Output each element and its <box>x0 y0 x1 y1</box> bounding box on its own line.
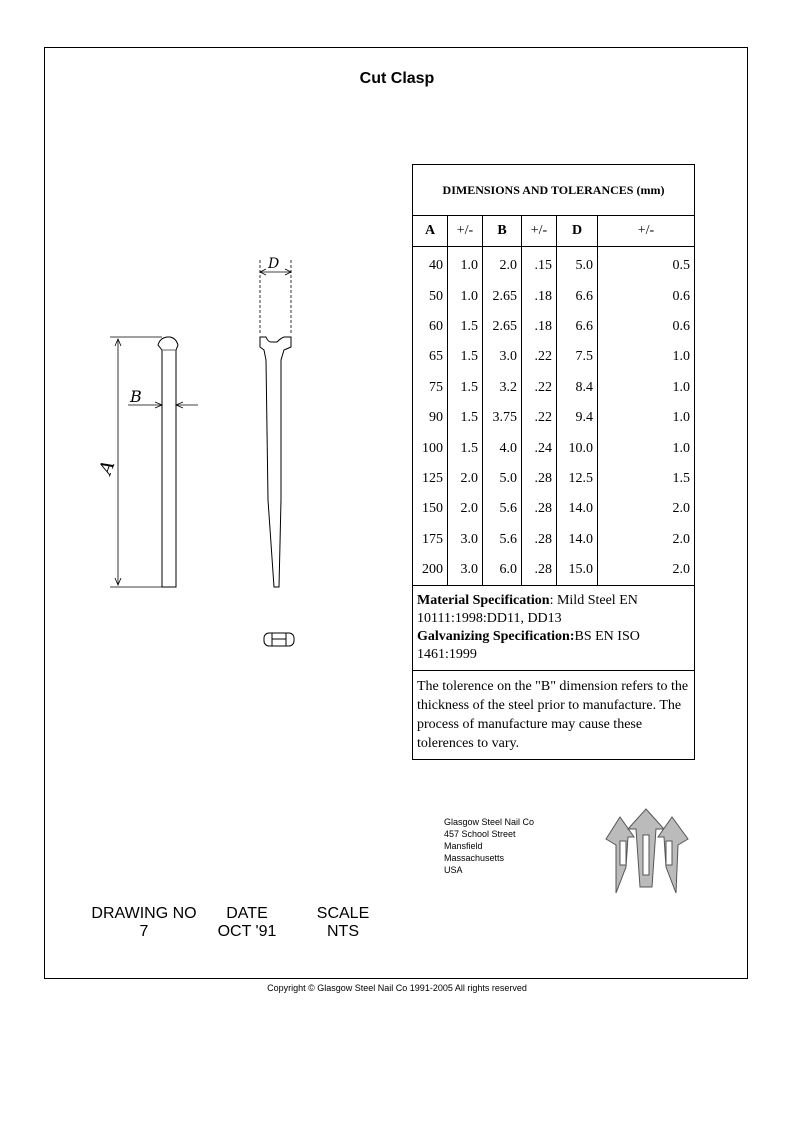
table-cell: 2.0 <box>483 247 522 282</box>
table-cell: 7.5 <box>557 342 598 372</box>
table-cell: 1.5 <box>448 373 483 403</box>
company-country: USA <box>444 865 463 875</box>
side-view <box>158 337 178 587</box>
table-cell: 1.5 <box>448 403 483 433</box>
table-cell: 1.5 <box>448 342 483 372</box>
table-cell: 60 <box>413 312 448 342</box>
table-cell: .28 <box>522 525 557 555</box>
table-cell: 8.4 <box>557 373 598 403</box>
table-cell: 1.5 <box>448 433 483 463</box>
table-row <box>413 403 695 433</box>
table-cell: 5.0 <box>483 464 522 494</box>
table-cell: 12.5 <box>557 464 598 494</box>
table-cell: 200 <box>413 555 448 586</box>
table-title: DIMENSIONS AND TOLERANCES <box>442 182 634 197</box>
table-cell: 2.0 <box>448 464 483 494</box>
scale-value: NTS <box>327 923 359 940</box>
copyright: Copyright © Glasgow Steel Nail Co 1991-2005 All rights reserved <box>267 983 527 993</box>
table-cell: 3.75 <box>483 403 522 433</box>
date-block <box>210 905 284 941</box>
table-cell: 75 <box>413 373 448 403</box>
table-row <box>413 342 695 372</box>
table-cell: 5.6 <box>483 525 522 555</box>
table-cell: 1.0 <box>448 247 483 282</box>
table-row <box>413 555 695 586</box>
table-cell: 6.0 <box>483 555 522 586</box>
label-a: A <box>95 457 120 478</box>
table-cell: 14.0 <box>557 494 598 524</box>
table-cell: 1.0 <box>598 433 695 463</box>
table-cell: 150 <box>413 494 448 524</box>
table-cell: 3.0 <box>448 525 483 555</box>
column-header: +/- <box>522 216 557 247</box>
company-state: Massachusetts <box>444 853 505 863</box>
company-street: 457 School Street <box>444 829 516 839</box>
table-row <box>413 464 695 494</box>
table-cell: .28 <box>522 464 557 494</box>
table-cell: 1.5 <box>598 464 695 494</box>
cross-section <box>264 633 294 646</box>
tolerance-note: The tolerence on the "B" dimension refers to the thickness of the steel prior to manufacture. The process of manufacture may cause these tolerences to vary. <box>413 671 695 760</box>
front-view <box>260 337 291 587</box>
drawing-no-value: 7 <box>139 923 149 940</box>
table-cell: .18 <box>522 281 557 311</box>
company-logo <box>598 807 694 897</box>
galvanizing-value: BS EN ISO 1461:1999 <box>417 629 640 663</box>
specification-cell <box>413 586 695 671</box>
table-unit: (mm) <box>636 182 665 197</box>
column-header: +/- <box>448 216 483 247</box>
table-cell: 1.0 <box>598 373 695 403</box>
label-b: B <box>130 387 142 406</box>
table-row <box>413 433 695 463</box>
table-cell: 100 <box>413 433 448 463</box>
table-cell: 6.6 <box>557 312 598 342</box>
table-row <box>413 525 695 555</box>
table-cell: 0.6 <box>598 312 695 342</box>
table-cell: 5.6 <box>483 494 522 524</box>
date-value: OCT '91 <box>217 923 277 940</box>
table-cell: 0.5 <box>598 247 695 282</box>
table-row <box>413 281 695 311</box>
dimensions-table <box>412 164 695 760</box>
table-cell: .22 <box>522 403 557 433</box>
drawing-number-block <box>88 905 200 941</box>
dimension-a <box>110 337 162 587</box>
table-cell: 90 <box>413 403 448 433</box>
table-cell: .18 <box>522 312 557 342</box>
table-cell: 14.0 <box>557 525 598 555</box>
table-cell: 1.0 <box>598 403 695 433</box>
table-cell: 3.0 <box>483 342 522 372</box>
table-cell: 1.0 <box>448 281 483 311</box>
scale-block <box>308 905 378 941</box>
table-cell: 4.0 <box>483 433 522 463</box>
table-row <box>413 494 695 524</box>
table-row <box>413 247 695 282</box>
column-header: B <box>483 216 522 247</box>
drawing-no-label: DRAWING NO <box>91 905 197 922</box>
column-headers <box>413 216 695 247</box>
table-cell: .22 <box>522 342 557 372</box>
column-header: D <box>557 216 598 247</box>
nail-drawing <box>95 250 330 660</box>
company-name: Glasgow Steel Nail Co <box>444 817 535 827</box>
table-cell: 40 <box>413 247 448 282</box>
table-cell: 3.2 <box>483 373 522 403</box>
table-row <box>413 373 695 403</box>
table-cell: 50 <box>413 281 448 311</box>
table-row <box>413 312 695 342</box>
table-cell: 65 <box>413 342 448 372</box>
table-cell: 125 <box>413 464 448 494</box>
company-city: Mansfield <box>444 841 483 851</box>
table-cell: .22 <box>522 373 557 403</box>
table-cell: 1.0 <box>598 342 695 372</box>
page-title: Cut Clasp <box>359 70 435 87</box>
table-cell: 175 <box>413 525 448 555</box>
material-value: : Mild Steel EN 10111:1998:DD11, DD13 <box>417 593 638 627</box>
table-cell: 3.0 <box>448 555 483 586</box>
table-cell: .28 <box>522 555 557 586</box>
table-cell: 2.0 <box>448 494 483 524</box>
column-header: +/- <box>598 216 695 247</box>
table-cell: 2.65 <box>483 312 522 342</box>
table-cell: 5.0 <box>557 247 598 282</box>
table-cell: 10.0 <box>557 433 598 463</box>
table-header <box>413 165 695 216</box>
table-cell: 2.0 <box>598 494 695 524</box>
table-cell: 0.6 <box>598 281 695 311</box>
table-cell: 1.5 <box>448 312 483 342</box>
date-label: DATE <box>226 905 268 922</box>
table-cell: 9.4 <box>557 403 598 433</box>
table-cell: .15 <box>522 247 557 282</box>
company-address <box>444 816 534 876</box>
galvanizing-label: Galvanizing Specification: <box>417 629 575 645</box>
table-cell: 2.0 <box>598 555 695 586</box>
table-cell: .28 <box>522 494 557 524</box>
table-cell: 2.65 <box>483 281 522 311</box>
table-cell: 6.6 <box>557 281 598 311</box>
table-cell: 2.0 <box>598 525 695 555</box>
material-label: Material Specification <box>417 593 550 609</box>
table-body <box>413 247 695 586</box>
column-header: A <box>413 216 448 247</box>
table-cell: 15.0 <box>557 555 598 586</box>
scale-label: SCALE <box>316 905 370 922</box>
label-d: D <box>268 256 280 272</box>
table-cell: .24 <box>522 433 557 463</box>
